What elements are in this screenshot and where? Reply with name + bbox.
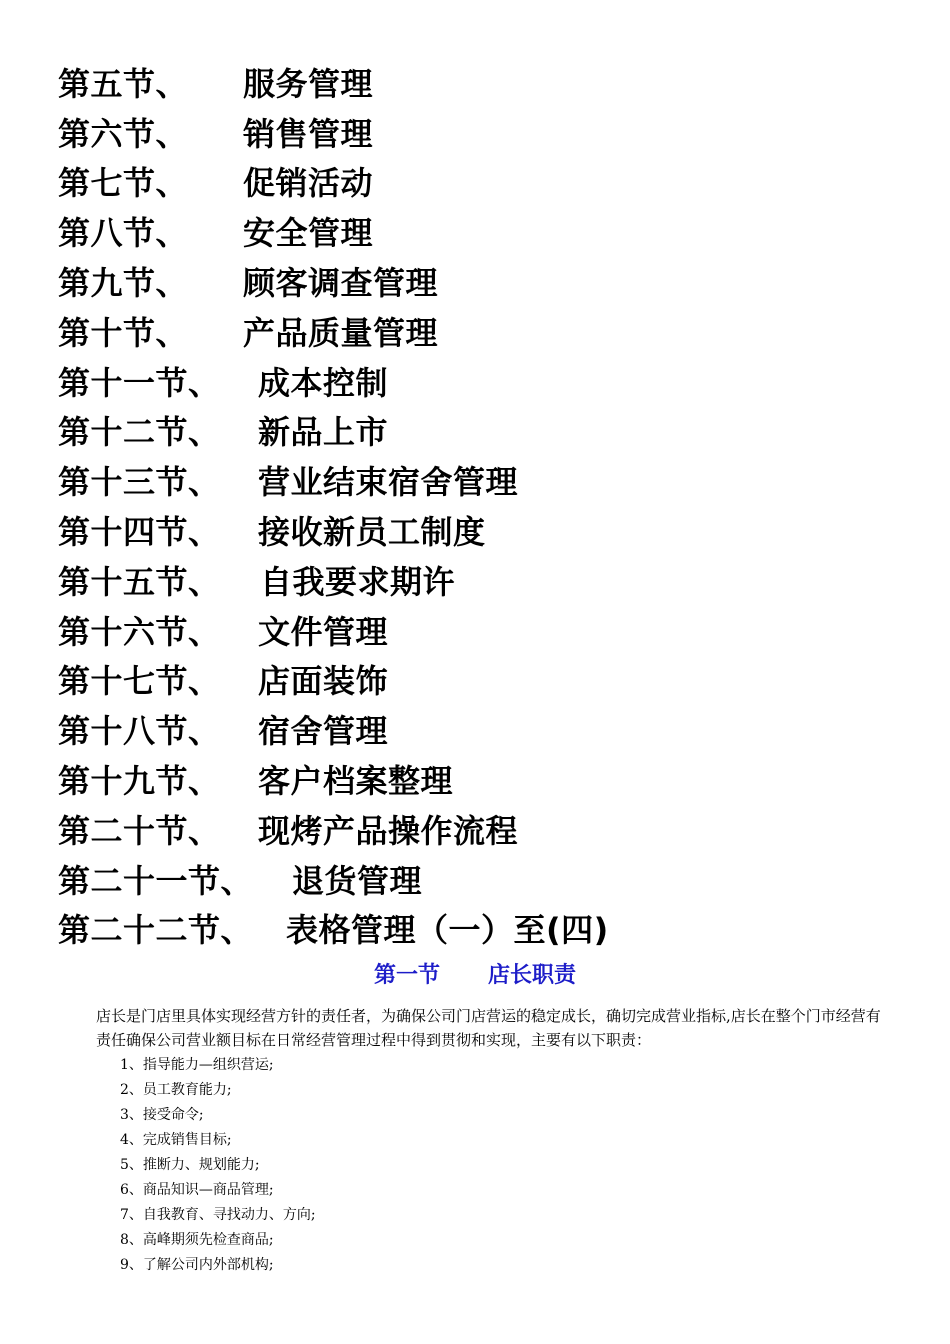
- toc-item: [58, 455, 918, 505]
- toc-item-title: 促销活动: [243, 164, 374, 203]
- toc-item-title: 服务管理: [243, 64, 374, 103]
- toc-item-number: 第九节、: [58, 264, 189, 303]
- duty-item: 3、接受命令;: [120, 1107, 204, 1123]
- toc-item-title: 产品质量管理: [243, 313, 439, 352]
- toc-item-title: 店面装饰: [258, 662, 389, 701]
- toc-item-title: 表格管理（一）至(四): [286, 911, 609, 950]
- toc-item-number: 第七节、: [58, 164, 189, 203]
- toc-item-title: 接收新员工制度: [258, 513, 486, 552]
- toc-item: [58, 107, 918, 157]
- toc-item: [58, 256, 918, 306]
- toc-item-number: 第十一节、: [58, 363, 221, 402]
- toc-item: [58, 904, 918, 954]
- toc-item: [58, 555, 918, 605]
- toc-item-title: 退货管理: [292, 861, 423, 900]
- toc-item: [58, 306, 918, 356]
- toc-item-title: 自我要求期许: [260, 562, 456, 601]
- toc-item-number: 第十二节、: [58, 413, 221, 452]
- toc-item-number: 第十四节、: [58, 513, 221, 552]
- toc-item-title: 文件管理: [258, 612, 389, 651]
- toc-item-title: 新品上市: [258, 413, 389, 452]
- duty-item: 7、自我教育、寻找动力、方向;: [120, 1207, 316, 1223]
- toc-item: [58, 605, 918, 655]
- toc-item-title: 现烤产品操作流程: [258, 811, 519, 850]
- toc-item-number: 第十五节、: [58, 562, 221, 601]
- duty-item: 4、完成销售目标;: [120, 1132, 232, 1148]
- table-of-contents: [58, 57, 918, 953]
- toc-item-number: 第八节、: [58, 214, 189, 253]
- toc-item-number: 第五节、: [58, 64, 189, 103]
- toc-item: [58, 754, 918, 804]
- toc-item-title: 营业结束宿舍管理: [258, 463, 519, 502]
- duty-item: 1、指导能力—组织营运;: [120, 1057, 274, 1073]
- toc-item-number: 第十节、: [58, 313, 189, 352]
- duty-item: 6、商品知识—商品管理;: [120, 1182, 274, 1198]
- duty-item: 8、高峰期须先检查商品;: [120, 1232, 274, 1248]
- toc-item-number: 第十七节、: [58, 662, 221, 701]
- toc-item: [58, 157, 918, 207]
- toc-item: [58, 655, 918, 705]
- toc-item: [58, 406, 918, 456]
- duty-item: 2、员工教育能力;: [120, 1082, 232, 1098]
- toc-item-title: 宿舍管理: [258, 712, 389, 751]
- toc-item: [58, 804, 918, 854]
- toc-item-title: 成本控制: [258, 363, 389, 402]
- toc-item: [58, 206, 918, 256]
- toc-item: [58, 704, 918, 754]
- toc-item-title: 安全管理: [243, 214, 374, 253]
- toc-item-number: 第二十一节、: [58, 861, 254, 900]
- toc-item-number: 第二十节、: [58, 811, 221, 850]
- duty-item: 5、推断力、规划能力;: [120, 1157, 260, 1173]
- toc-item: [58, 505, 918, 555]
- intro-paragraph: 店长是门店里具体实现经营方针的责任者，为确保公司门店营运的稳定成长，确切完成营业指标,店长在整个门市经营有责任确保公司营业额目标在日常经营管理过程中得到贯彻和实现，主要有以下职责：: [96, 1007, 881, 1049]
- toc-item-number: 第十八节、: [58, 712, 221, 751]
- duty-list: [120, 1053, 316, 1278]
- section-title: 店长职责: [488, 963, 577, 988]
- toc-item-title: 销售管理: [243, 114, 374, 153]
- toc-item-number: 第六节、: [58, 114, 189, 153]
- toc-item-number: 第二十二节、: [58, 911, 254, 950]
- toc-item-number: 第十九节、: [58, 762, 221, 801]
- toc-item: [58, 854, 918, 904]
- toc-item-title: 客户档案整理: [258, 762, 454, 801]
- section-heading: [0, 958, 950, 989]
- toc-item-number: 第十六节、: [58, 612, 221, 651]
- toc-item: [58, 57, 918, 107]
- toc-item: [58, 356, 918, 406]
- duty-item: 9、了解公司内外部机构;: [120, 1257, 274, 1273]
- section-number: 第一节: [373, 963, 440, 988]
- toc-item-number: 第十三节、: [58, 463, 221, 502]
- toc-item-title: 顾客调查管理: [243, 264, 439, 303]
